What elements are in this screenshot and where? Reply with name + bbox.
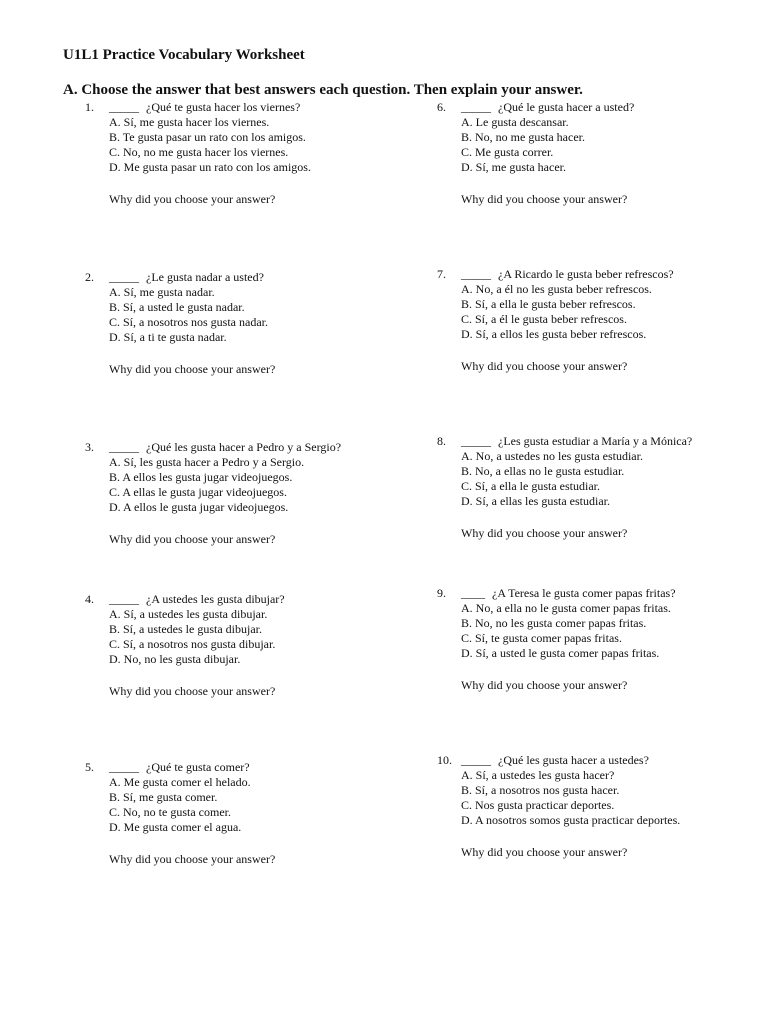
option-c: C. Sí, a ella le gusta estudiar. [461,479,600,493]
question-prompt [109,440,341,455]
question-number: 4. [85,592,94,606]
question-text: ¿A Teresa le gusta comer papas fritas? [492,586,676,600]
option-b: B. No, no les gusta comer papas fritas. [461,616,647,630]
answer-blank: _____ [109,760,139,774]
why-prompt: Why did you choose your answer? [461,678,628,692]
question-text: ¿Qué les gusta hacer a ustedes? [498,753,649,767]
question-number: 8. [437,434,446,448]
why-prompt: Why did you choose your answer? [461,359,628,373]
option-b: B. No, a ellas no le gusta estudiar. [461,464,625,478]
option-b: B. Sí, a ustedes le gusta dibujar. [109,622,262,636]
question-number: 9. [437,586,446,600]
option-a: A. Sí, a ustedes les gusta hacer? [461,768,615,782]
answer-blank: _____ [461,100,491,114]
question-prompt [461,100,634,115]
option-a: A. Sí, me gusta hacer los viernes. [109,115,270,129]
option-d: D. Me gusta comer el agua. [109,820,242,834]
answer-blank: _____ [109,592,139,606]
option-a: A. Sí, me gusta nadar. [109,285,215,299]
answer-blank: _____ [461,267,491,281]
option-c: C. A ellas le gusta jugar videojuegos. [109,485,287,499]
question-prompt [461,753,680,768]
question-number: 7. [437,267,446,281]
option-d: D. Sí, a ti te gusta nadar. [109,330,227,344]
answer-blank: ____ [461,586,485,600]
why-prompt: Why did you choose your answer? [461,192,628,206]
option-d: D. A nosotros somos gusta practicar deportes. [461,813,681,827]
question-text: ¿Qué te gusta comer? [146,760,250,774]
question-text: ¿Qué le gusta hacer a usted? [498,100,635,114]
option-b: B. Sí, a usted le gusta nadar. [109,300,245,314]
option-c: C. Sí, a nosotros nos gusta nadar. [109,315,268,329]
option-a: A. Le gusta descansar. [461,115,569,129]
option-c: C. Nos gusta practicar deportes. [461,798,615,812]
option-a: A. Sí, a ustedes les gusta dibujar. [109,607,268,621]
option-c: C. Me gusta correr. [461,145,554,159]
why-prompt: Why did you choose your answer? [109,362,276,376]
question-text: ¿A Ricardo le gusta beber refrescos? [498,267,674,281]
option-d: D. Sí, me gusta hacer. [461,160,566,174]
why-prompt: Why did you choose your answer? [461,526,628,540]
question-number: 1. [85,100,94,114]
question-number: 5. [85,760,94,774]
question-prompt [461,586,676,601]
option-c: C. Sí, a nosotros nos gusta dibujar. [109,637,276,651]
question-number: 6. [437,100,446,114]
why-prompt: Why did you choose your answer? [109,684,276,698]
option-a: A. No, a ustedes no les gusta estudiar. [461,449,643,463]
worksheet-title: U1L1 Practice Vocabulary Worksheet [63,47,305,63]
option-a: A. No, a ella no le gusta comer papas fritas. [461,601,671,615]
question-number: 3. [85,440,94,454]
answer-blank: _____ [461,753,491,767]
option-b: B. Sí, a nosotros nos gusta hacer. [461,783,620,797]
option-a: A. Me gusta comer el helado. [109,775,251,789]
option-d: D. No, no les gusta dibujar. [109,652,241,666]
question-text: ¿A ustedes les gusta dibujar? [146,592,285,606]
option-c: C. No, no te gusta comer. [109,805,231,819]
question-number: 10. [437,753,452,767]
question-prompt [461,267,674,282]
question-prompt [109,100,311,115]
question-prompt [109,760,275,775]
option-b: B. No, no me gusta hacer. [461,130,585,144]
section-a-instructions: A. Choose the answer that best answers each question. Then explain your answer. [63,82,583,98]
option-d: D. A ellos le gusta jugar videojuegos. [109,500,289,514]
question-text: ¿Qué te gusta hacer los viernes? [146,100,301,114]
question-text: ¿Les gusta estudiar a María y a Mónica? [498,434,693,448]
question-text: ¿Qué les gusta hacer a Pedro y a Sergio? [146,440,342,454]
answer-blank: _____ [109,100,139,114]
option-b: B. Sí, a ella le gusta beber refrescos. [461,297,636,311]
why-prompt: Why did you choose your answer? [461,845,628,859]
answer-blank: _____ [109,270,139,284]
answer-blank: _____ [109,440,139,454]
option-d: D. Sí, a usted le gusta comer papas fritas. [461,646,660,660]
question-text: ¿Le gusta nadar a usted? [146,270,264,284]
option-b: B. A ellos les gusta jugar videojuegos. [109,470,293,484]
why-prompt: Why did you choose your answer? [109,852,276,866]
option-c: C. Sí, a él le gusta beber refrescos. [461,312,627,326]
option-b: B. Sí, me gusta comer. [109,790,218,804]
answer-blank: _____ [461,434,491,448]
question-prompt [109,270,275,285]
option-a: A. No, a él no les gusta beber refrescos. [461,282,652,296]
option-d: D. Sí, a ellos les gusta beber refrescos. [461,327,647,341]
option-d: D. Me gusta pasar un rato con los amigos. [109,160,311,174]
why-prompt: Why did you choose your answer? [109,532,276,546]
option-a: A. Sí, les gusta hacer a Pedro y a Sergio. [109,455,305,469]
question-prompt [461,434,692,449]
why-prompt: Why did you choose your answer? [109,192,276,206]
question-number: 2. [85,270,94,284]
option-d: D. Sí, a ellas les gusta estudiar. [461,494,610,508]
question-prompt [109,592,285,607]
option-c: C. No, no me gusta hacer los viernes. [109,145,289,159]
option-b: B. Te gusta pasar un rato con los amigos. [109,130,306,144]
option-c: C. Sí, te gusta comer papas fritas. [461,631,622,645]
